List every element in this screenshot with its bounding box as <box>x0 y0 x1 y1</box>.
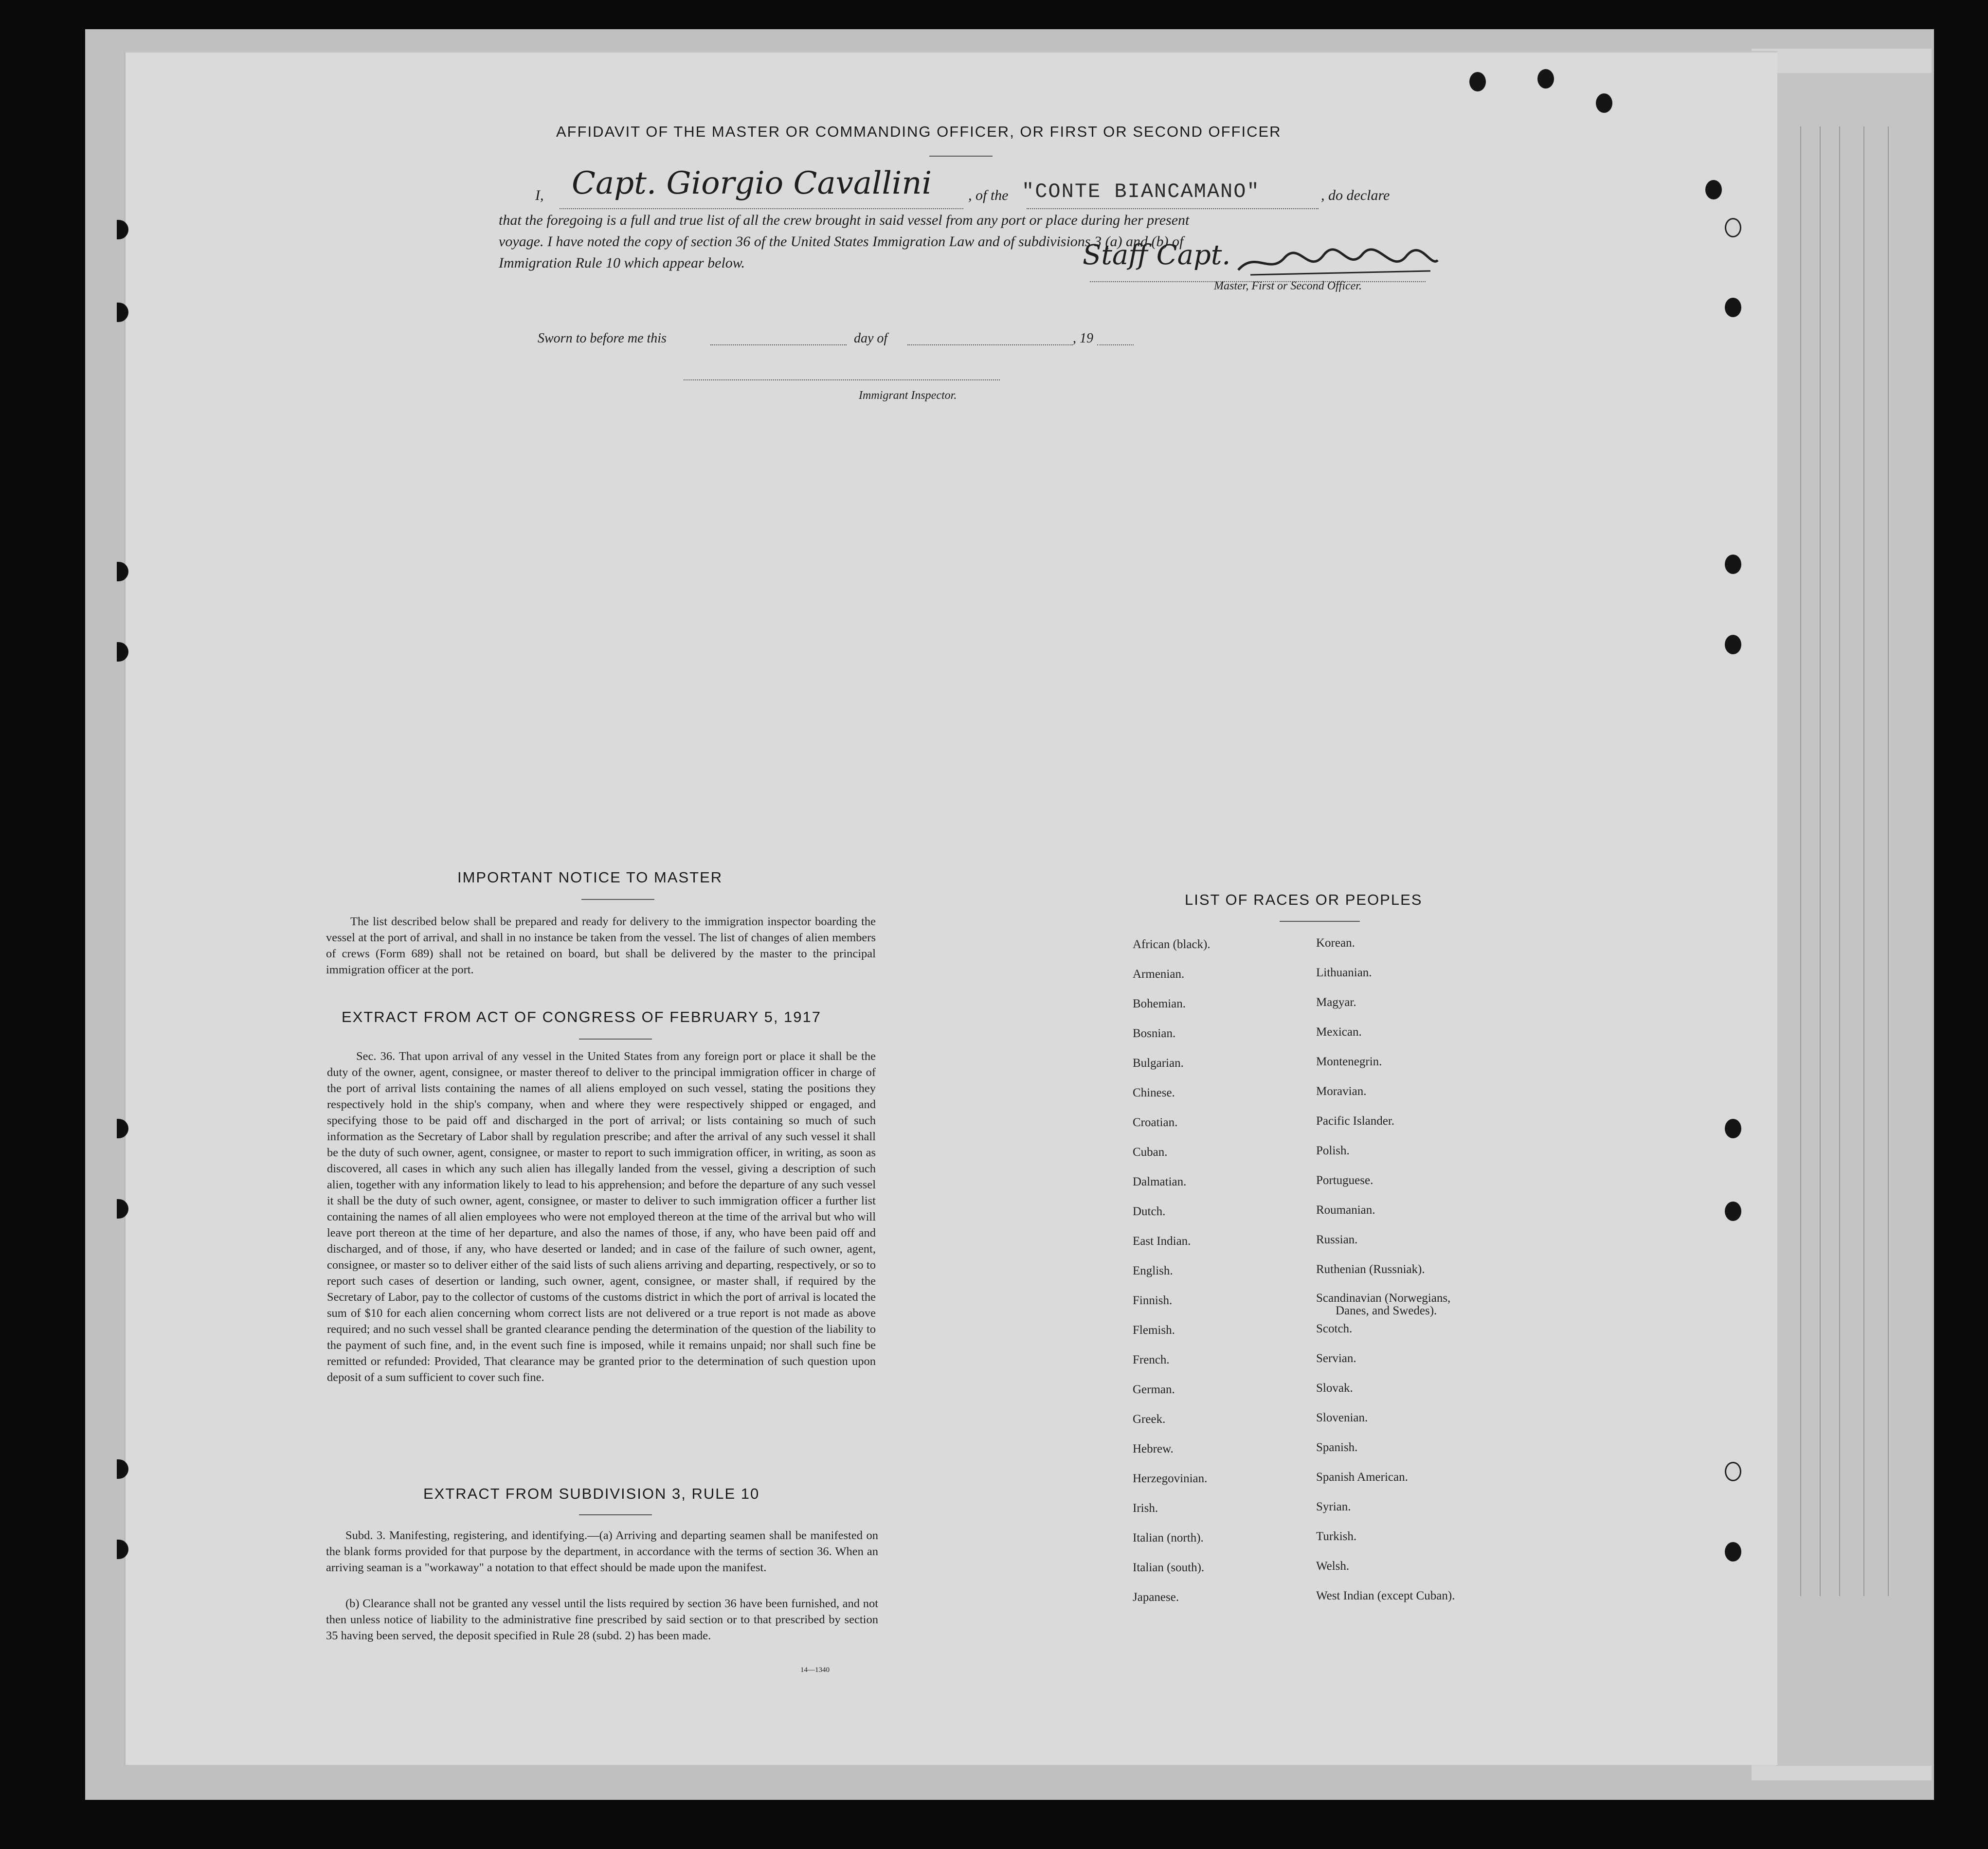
rule-para-a: Subd. 3. Manifesting, registering, and identifying.—(a) Arriving and departing seamen shall be manifested on the blank forms provided for that purpose by the department, in accordance with the terms of section 36. When an arriving seaman is a "workaway" a notation to that effect should be made upon the manifest. <box>326 1529 878 1574</box>
race-item: Flemish. <box>1133 1324 1175 1337</box>
sworn-year-line <box>1097 344 1134 345</box>
of-the-text: , of the <box>968 187 1009 203</box>
rule-heading: EXTRACT FROM SUBDIVISION 3, RULE 10 <box>423 1485 760 1502</box>
race-item: Polish. <box>1316 1144 1350 1157</box>
race-item: Scotch. <box>1316 1322 1353 1335</box>
affidavit-line-2: that the foregoing is a full and true list of all the crew brought in said vessel from any port or place during her present <box>499 212 1190 228</box>
race-item: Spanish. <box>1316 1441 1358 1454</box>
affidavit-line-4: Immigration Rule 10 which appear below. <box>499 255 745 271</box>
race-item: Japanese. <box>1133 1591 1179 1604</box>
officer-name: Capt. Giorgio Cavallini <box>572 165 932 201</box>
punch-hole <box>1725 1119 1741 1138</box>
race-item-continuation: Danes, and Swedes). <box>1336 1304 1437 1317</box>
race-item: Moravian. <box>1316 1085 1367 1098</box>
rule-para-b: (b) Clearance shall not be granted any vessel until the lists required by section 36 have been furnished, and not then unless notice of liability to the administrative fine prescribed by said section or to that prescribed by section 35 having been served, the deposit specified in Rule 28 (subd. 2) has been made. <box>326 1597 878 1642</box>
sworn-year: , 19 <box>1073 331 1093 346</box>
race-item: Montenegrin. <box>1316 1055 1382 1068</box>
do-declare-text: , do declare <box>1321 187 1390 203</box>
form-number: 14—1340 <box>800 1666 830 1674</box>
act-body: Sec. 36. That upon arrival of any vessel in the United States from any foreign port or place it shall be the duty of the owner, agent, consignee, or master thereof to deliver to the principal immigration officer in charge of the port of arrival lists containing the names of all aliens employed on such vessel, stating the positions they respectively hold in the ship's company, when and where they were respectively shipped or engaged, and specifying those to be paid off and discharged in the port of arrival; or lists containing so much of such information as the Secretary of Labor shall by regulation prescribe; and after the arrival of any such vessel it shall be the duty of such owner, agent, consignee, or master to report to such immigration officer, in writing, as soon as discovered, all cases in which any such alien has illegally landed from the vessel, giving a description of such alien, together with any information likely to lead to his apprehension; and before the departure of any such vessel it shall be the duty of such owner, agent, consignee, or master to deliver to such immigration officer a further list containing the names of all alien employees who were not employed thereon at the time of the arrival but who will leave port thereon at the time of her departure, and also the names of those, if any, who have been paid off and discharged, and of those, if any, who have deserted or landed; and in case of the failure of such owner, agent, consignee, or master so to deliver either of the said lists of such aliens arriving and departing, respectively, or so to report such cases of desertion or landing, such owner, agent, consignee, or master shall, if required by the Secretary of Labor, pay to the collector of customs of the customs district in which the port of arrival is located the sum of $10 for each alien concerning whom correct lists are not delivered or a true report is not made as above required; and no such vessel shall be granted clearance pending the determination of the question of the liability to the payment of such fine, and, in the event such fine is imposed, while it remains unpaid; nor shall such fine be remitted or refunded: Provided, That clearance may be granted prior to the determination of such question upon deposit of a sum sufficient to cover such fine. <box>327 1050 876 1384</box>
race-item: Bosnian. <box>1133 1027 1176 1040</box>
races-right-column <box>1316 936 1455 1619</box>
punch-hole <box>1705 180 1722 199</box>
punch-hole <box>1596 93 1612 113</box>
race-item-scandinavian <box>1316 1293 1455 1322</box>
race-item: Italian (north). <box>1133 1531 1204 1544</box>
race-item: Hebrew. <box>1133 1442 1174 1455</box>
signature-scribble <box>1236 246 1440 280</box>
underlying-page-2 <box>1776 73 1932 1766</box>
page-edge-line <box>1800 126 1801 1596</box>
race-item: Slovak. <box>1316 1382 1353 1395</box>
race-item: Bulgarian. <box>1133 1057 1184 1070</box>
name-line <box>560 208 963 209</box>
punch-hole <box>1725 1202 1741 1221</box>
sworn-date-line <box>710 344 847 345</box>
rule-rule <box>579 1514 652 1515</box>
affidavit-heading: AFFIDAVIT OF THE MASTER OR COMMANDING OFFICER, OR FIRST OR SECOND OFFICER <box>556 123 1282 140</box>
race-item: Herzegovinian. <box>1133 1472 1208 1485</box>
act-heading: EXTRACT FROM ACT OF CONGRESS OF FEBRUARY 5, 1917 <box>342 1008 822 1025</box>
inspector-line <box>684 379 1000 380</box>
vessel-name: "CONTE BIANCAMANO" <box>1022 180 1260 203</box>
page-edge-line <box>1839 126 1840 1596</box>
race-item: Korean. <box>1316 936 1355 950</box>
punch-hole <box>1725 555 1741 574</box>
page-edge-line <box>1888 126 1889 1596</box>
race-item: Russian. <box>1316 1233 1358 1246</box>
race-item: Bohemian. <box>1133 997 1186 1010</box>
notice-rule <box>581 899 654 900</box>
race-item: Portuguese. <box>1316 1174 1374 1187</box>
race-item: Dalmatian. <box>1133 1175 1187 1188</box>
page-edge-line <box>1863 126 1864 1596</box>
race-item: West Indian (except Cuban). <box>1316 1589 1455 1602</box>
punch-hole <box>1725 1542 1741 1562</box>
race-item: Turkish. <box>1316 1530 1357 1543</box>
race-item: Italian (south). <box>1133 1561 1205 1574</box>
vessel-line <box>1027 208 1319 209</box>
sworn-day-of: day of <box>854 331 888 346</box>
sworn-month-line <box>907 344 1073 345</box>
races-left-column <box>1133 938 1211 1620</box>
race-item: Pacific Islander. <box>1316 1114 1395 1128</box>
race-item: German. <box>1133 1383 1175 1396</box>
race-item: Greek. <box>1133 1413 1166 1426</box>
act-rule <box>579 1039 652 1040</box>
race-item: Irish. <box>1133 1502 1158 1515</box>
race-item: Cuban. <box>1133 1146 1168 1159</box>
race-item: Finnish. <box>1133 1294 1173 1307</box>
race-item: Scandinavian (Norwegians, <box>1316 1292 1451 1305</box>
race-item: Lithuanian. <box>1316 966 1372 979</box>
document-page <box>124 51 1777 1765</box>
race-item: Croatian. <box>1133 1116 1178 1129</box>
race-item: Welsh. <box>1316 1560 1350 1573</box>
race-item: Armenian. <box>1133 968 1185 981</box>
race-item: French. <box>1133 1353 1170 1366</box>
notice-heading: IMPORTANT NOTICE TO MASTER <box>457 869 723 886</box>
race-item: Ruthenian (Russniak). <box>1316 1263 1425 1276</box>
punch-hole <box>1725 298 1741 317</box>
race-item: East Indian. <box>1133 1235 1191 1248</box>
affidavit-i: I, <box>535 187 544 203</box>
race-item: Dutch. <box>1133 1205 1166 1218</box>
races-rule <box>1280 921 1360 922</box>
punch-hole <box>1725 1462 1741 1481</box>
heading-rule <box>929 156 993 157</box>
affidavit-line-3: voyage. I have noted the copy of section 36 of the United States Immigration Law and of subdivisions 3 (a) and (b) of <box>499 233 1184 250</box>
race-item: Roumanian. <box>1316 1203 1375 1217</box>
sworn-text: Sworn to before me this <box>538 331 667 346</box>
signature: Staff Capt. <box>1083 239 1231 271</box>
race-item: Chinese. <box>1133 1086 1175 1099</box>
race-item: English. <box>1133 1264 1173 1277</box>
punch-hole <box>1725 635 1741 654</box>
race-item: Syrian. <box>1316 1500 1351 1513</box>
punch-hole <box>1469 72 1486 91</box>
race-item: Servian. <box>1316 1352 1356 1365</box>
races-heading: LIST OF RACES OR PEOPLES <box>1185 891 1423 908</box>
race-item: Slovenian. <box>1316 1411 1368 1424</box>
inspector-caption: Immigrant Inspector. <box>859 389 957 402</box>
signature-caption: Master, First or Second Officer. <box>1214 280 1362 292</box>
race-item: Mexican. <box>1316 1025 1362 1039</box>
notice-body: The list described below shall be prepared and ready for delivery to the immigration inspector boarding the vessel at the port of arrival, and shall in no instance be taken from the vessel. The list of changes of alien members of crews (Form 689) shall not be retained on board, but shall be delivered by the master to the principal immigration officer at the port. <box>326 915 876 976</box>
race-item: African (black). <box>1133 938 1211 951</box>
punch-hole <box>1725 218 1741 237</box>
race-item: Spanish American. <box>1316 1471 1408 1484</box>
race-item: Magyar. <box>1316 996 1356 1009</box>
page-edge-line <box>1820 126 1821 1596</box>
punch-hole <box>1537 69 1554 89</box>
